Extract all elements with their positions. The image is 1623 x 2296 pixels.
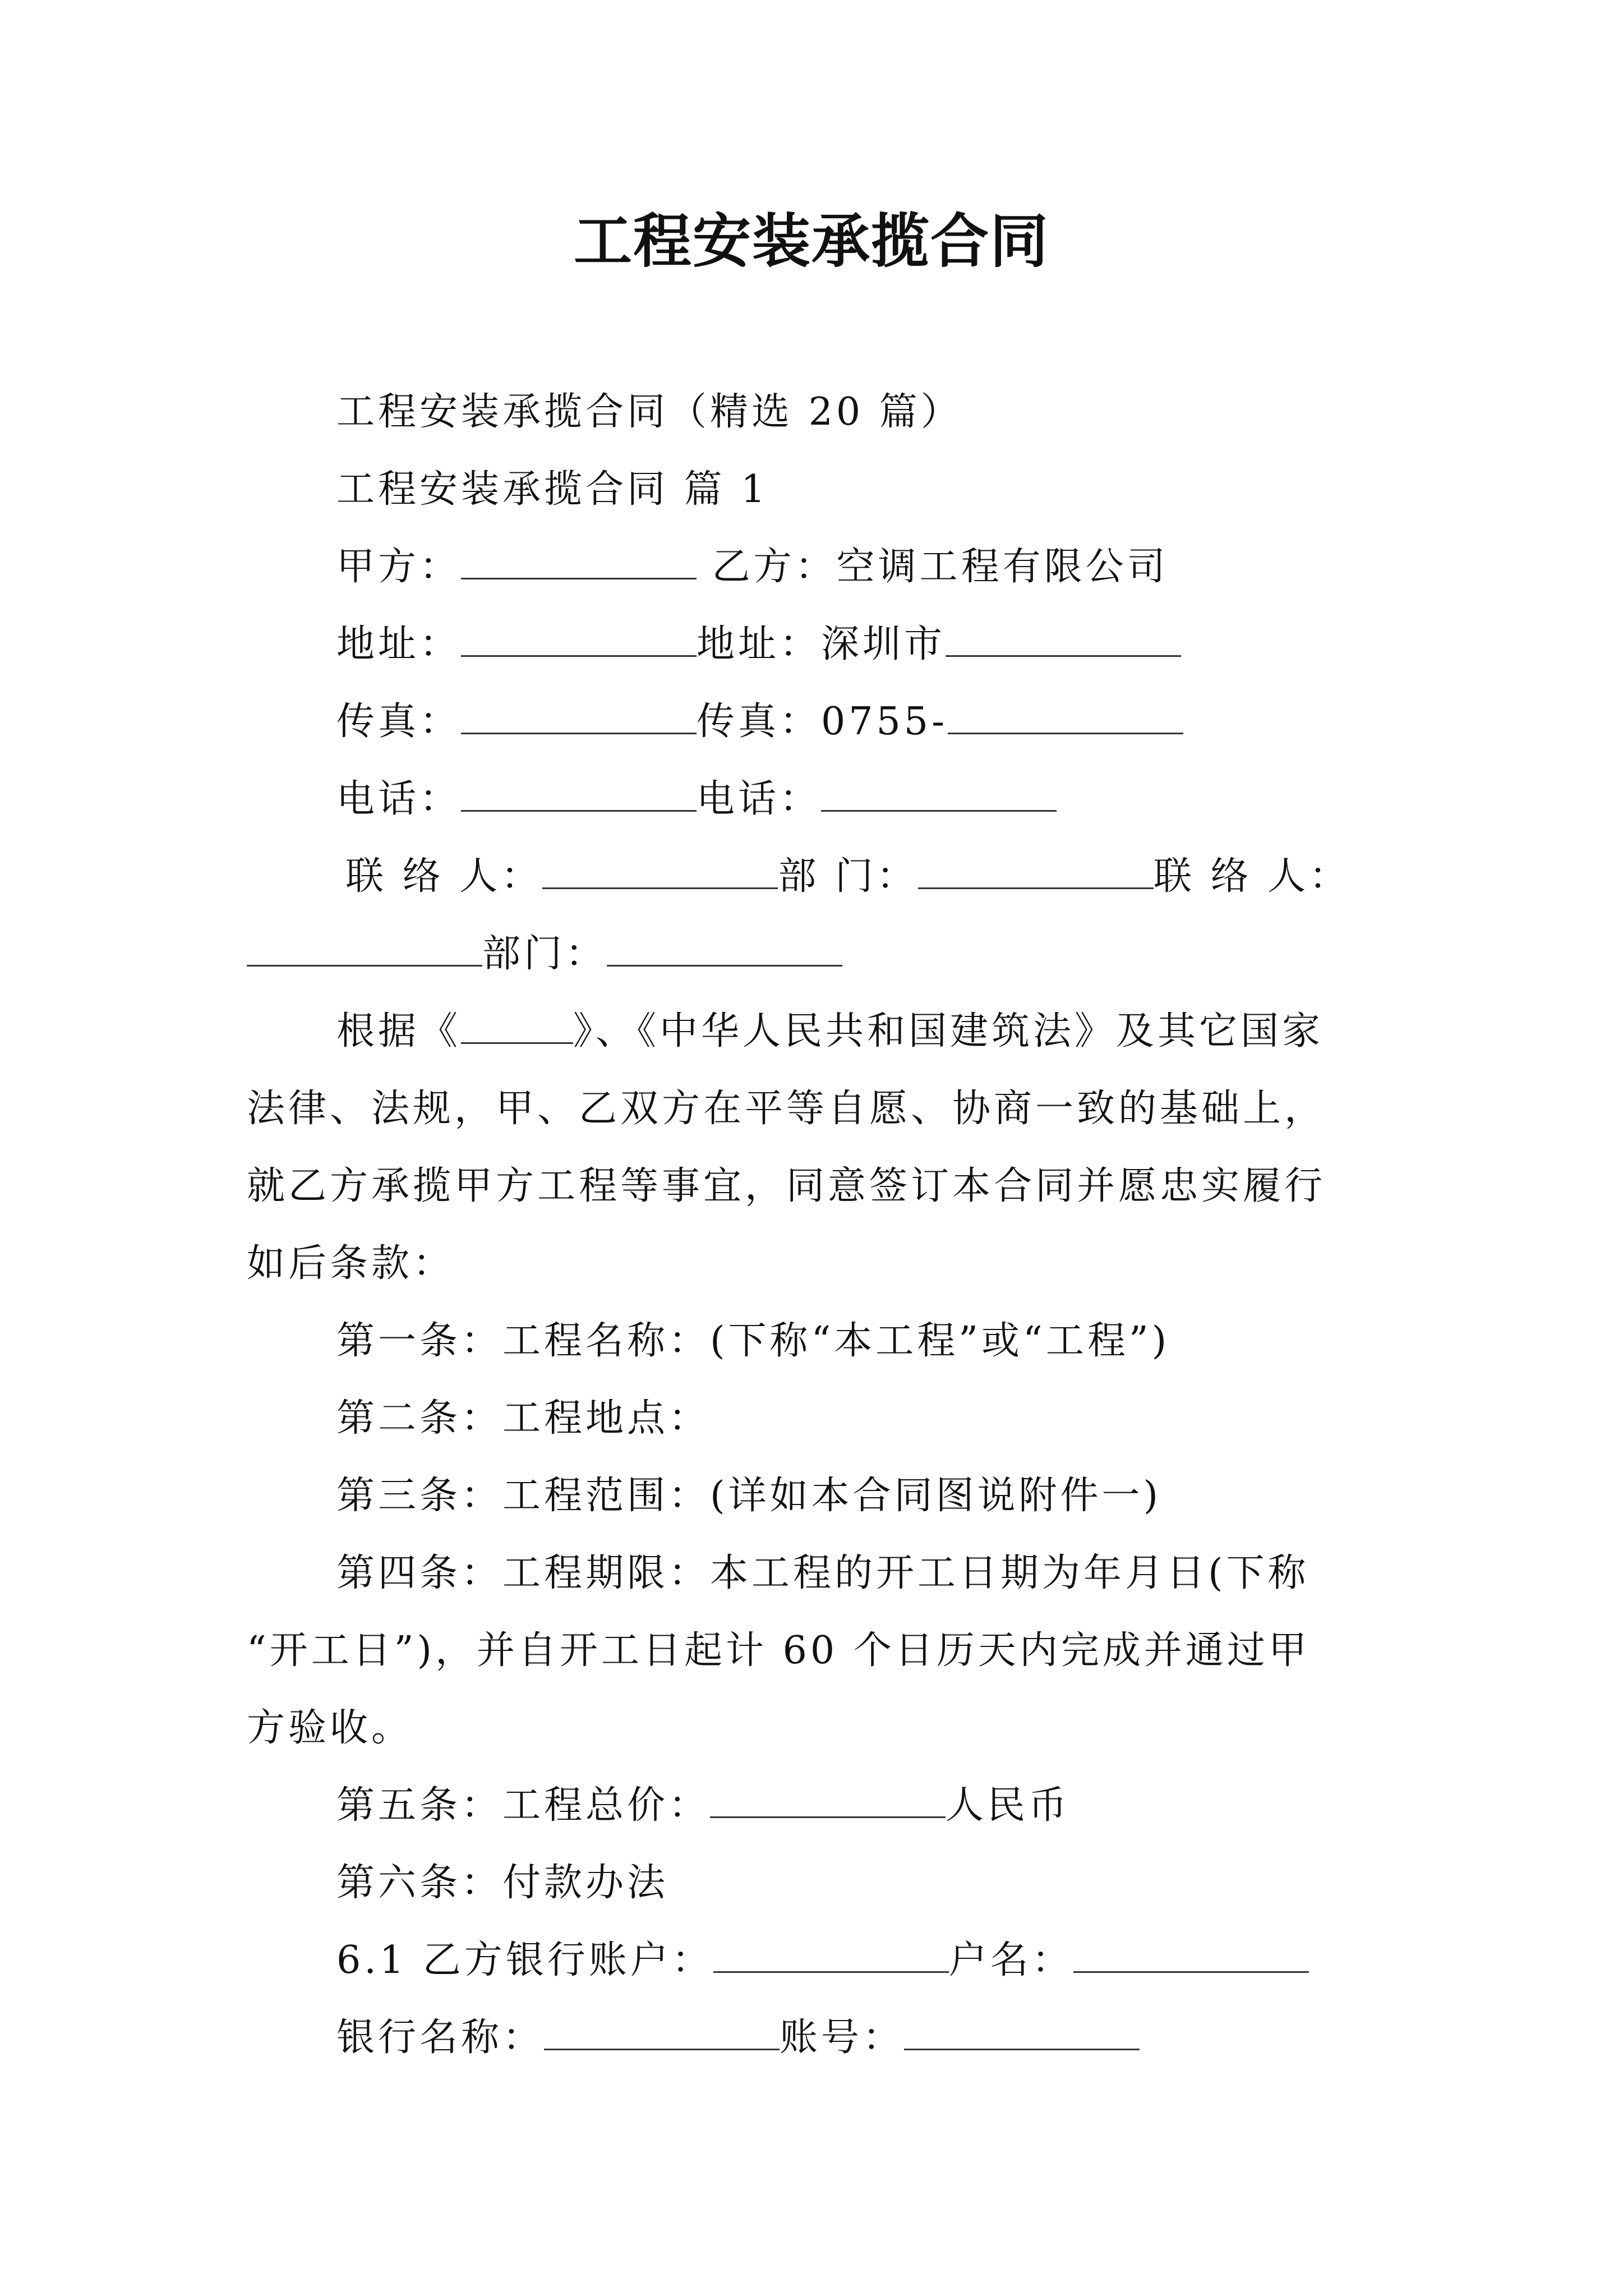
article-5-label: 第五条：工程总价： [336, 1783, 711, 1828]
phone-a-label: 电话： [336, 777, 462, 821]
preamble-line-2: 法律、法规，甲、乙双方在平等自愿、协商一致的基础上， [247, 1087, 1326, 1131]
phone-a-blank [461, 775, 697, 812]
article-4-line-2: “开工日”)，并自开工日起计 60 个日历天内完成并通过甲 [247, 1628, 1310, 1673]
account-name-blank [1073, 1936, 1309, 1973]
contact-a-label: 联 络 人： [345, 854, 543, 899]
section-heading: 工程安装承揽合同 篇 1 [336, 467, 769, 512]
address-line [336, 616, 1181, 673]
article-4-line-3: 方验收。 [247, 1706, 413, 1750]
dept-b-label: 部门： [482, 932, 607, 976]
phone-b-blank [821, 775, 1057, 812]
party-a-label: 甲方： [336, 545, 462, 589]
document-title: 工程安装承揽合同 [573, 206, 1049, 275]
total-price-blank [710, 1782, 946, 1818]
phone-b-label: 电话： [697, 777, 822, 821]
article-5 [336, 1778, 1070, 1834]
address-a-blank [461, 620, 697, 657]
preamble-text-start: 根据《 [336, 1009, 462, 1053]
account-name-label: 户名： [948, 1938, 1073, 1982]
address-b-blank [946, 620, 1181, 657]
contact-b-label: 联 络 人： [1153, 854, 1351, 899]
fax-a-label: 传真： [336, 700, 462, 744]
contact-line [345, 849, 1350, 905]
fax-line [336, 694, 1183, 750]
law-name-blank [461, 1007, 573, 1044]
fax-b-blank [948, 698, 1183, 734]
article-1: 第一条：工程名称：(下称“本工程”或“工程”) [336, 1319, 1170, 1363]
party-line [336, 539, 1169, 595]
address-a-label: 地址： [336, 622, 462, 666]
article-5-unit: 人民币 [946, 1783, 1071, 1828]
contact-line-continued [247, 926, 842, 982]
account-no-blank [904, 2014, 1140, 2050]
fax-a-blank [461, 698, 697, 734]
party-a-blank [461, 543, 697, 579]
preamble-line-4: 如后条款： [247, 1241, 455, 1286]
bank-name-line [336, 2010, 1140, 2066]
bank-account-blank [713, 1936, 949, 1973]
article-3: 第三条：工程范围：(详如本合同图说附件一) [336, 1474, 1162, 1518]
address-b-label: 地址：深圳市 [697, 622, 946, 666]
preamble-line-1 [336, 1004, 1324, 1060]
preamble-line-3: 就乙方承揽甲方工程等事宜，同意签订本合同并愿忠实履行 [247, 1164, 1326, 1208]
party-b-label: 乙方：空调工程有限公司 [712, 545, 1169, 589]
bank-account-line [336, 1932, 1309, 1989]
dept-a-label: 部 门： [778, 854, 918, 899]
bank-name-label: 银行名称： [336, 2016, 545, 2060]
article-6: 第六条：付款办法 [336, 1861, 669, 1905]
preamble-text-end: 》、《中华人民共和国建筑法》及其它国家 [573, 1009, 1324, 1053]
account-no-label: 账号： [780, 2016, 905, 2060]
dept-a-blank [918, 853, 1154, 889]
article-4-line-1: 第四条：工程期限：本工程的开工日期为年月日(下称 [336, 1551, 1310, 1595]
dept-b-blank [607, 930, 842, 967]
article-2: 第二条：工程地点： [336, 1396, 711, 1441]
subtitle-line: 工程安装承揽合同（精选 20 篇） [336, 390, 962, 434]
bank-name-blank [544, 2014, 780, 2050]
fax-b-label: 传真：0755- [697, 700, 948, 744]
contact-a-blank [542, 853, 778, 889]
phone-line [336, 771, 1057, 827]
bank-account-label: 6.1 乙方银行账户： [336, 1938, 713, 1982]
contact-b-blank [247, 930, 482, 967]
